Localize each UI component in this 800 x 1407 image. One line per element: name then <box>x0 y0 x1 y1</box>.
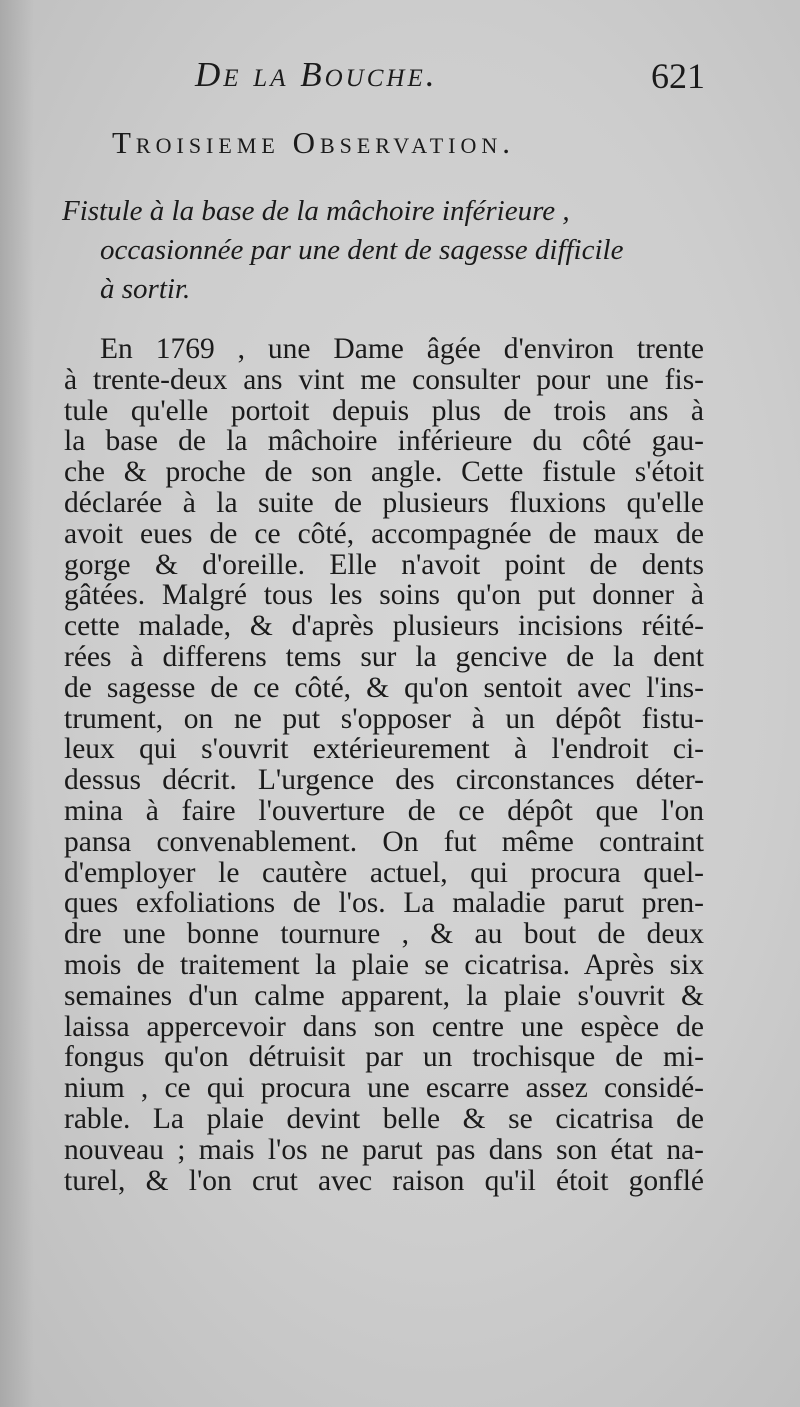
page-number: 621 <box>651 56 705 96</box>
text-line: avoit eues de ce côté, accompagnée de maux de <box>64 517 704 550</box>
text-line: rées à differens tems sur la gencive de la dent <box>64 640 704 673</box>
text-line: nium , ce qui procura une escarre assez considé- <box>64 1072 704 1105</box>
text-line: gâtées. Malgré tous les soins qu'on put donner à <box>64 579 704 612</box>
text-line: mois de traitement la plaie se cicatrisa. Après six <box>64 948 704 981</box>
subtitle-line: occasionnée par une dent de sagesse difficile <box>100 234 624 266</box>
text-line: trument, on ne put s'opposer à un dépôt fistu- <box>64 702 704 735</box>
section-subtitle <box>62 192 702 309</box>
text-line: d'employer le cautère actuel, qui procura quel- <box>64 856 704 889</box>
text-line: laissa appercevoir dans son centre une espèce de <box>64 1010 704 1043</box>
text-line: mina à faire l'ouverture de ce dépôt que l'on <box>64 794 704 827</box>
text-line: de sagesse de ce côté, & qu'on sentoit avec l'ins- <box>64 671 704 704</box>
text-line: rable. La plaie devint belle & se cicatrisa de <box>64 1102 704 1135</box>
text-line: semaines d'un calme apparent, la plaie s'ouvrit & <box>64 979 704 1012</box>
text-line: leux qui s'ouvrit extérieurement à l'endroit ci- <box>64 733 704 766</box>
subtitle-line: Fistule à la base de la mâchoire inférieure , <box>62 195 570 227</box>
text-line: la base de la mâchoire inférieure du côté gau- <box>64 425 704 458</box>
text-line: turel, & l'on crut avec raison qu'il étoit gonflé <box>64 1164 704 1197</box>
gutter-shadow <box>0 0 34 1407</box>
text-line: En 1769 , une Dame âgée d'environ trente <box>100 333 704 365</box>
text-line: nouveau ; mais l'os ne parut pas dans son état na- <box>64 1133 704 1166</box>
body-paragraph <box>64 334 704 1196</box>
text-line: déclarée à la suite de plusieurs fluxions qu'elle <box>64 486 704 519</box>
text-line: cette malade, & d'après plusieurs incisions réité- <box>64 610 704 643</box>
text-line: pansa convenablement. On fut même contraint <box>64 825 704 858</box>
text-line: dre une bonne tournure , & au bout de deux <box>64 918 704 951</box>
text-line: dessus décrit. L'urgence des circonstances déter- <box>64 764 704 797</box>
subtitle-line: à sortir. <box>100 273 191 305</box>
text-line: gorge & d'oreille. Elle n'avoit point de dents <box>64 548 704 581</box>
section-title: Troisieme Observation. <box>112 125 516 160</box>
text-line: fongus qu'on détruisit par un trochisque de mi- <box>64 1041 704 1074</box>
page-header <box>195 55 715 95</box>
text-line: ques exfoliations de l'os. La maladie parut pren- <box>64 887 704 920</box>
text-line: à trente-deux ans vint me consulter pour une fis- <box>64 363 704 396</box>
text-line: che & proche de son angle. Cette fistule s'étoit <box>64 456 704 489</box>
running-title: De la Bouche. <box>195 55 438 94</box>
text-line: tule qu'elle portoit depuis plus de trois ans à <box>64 394 704 427</box>
